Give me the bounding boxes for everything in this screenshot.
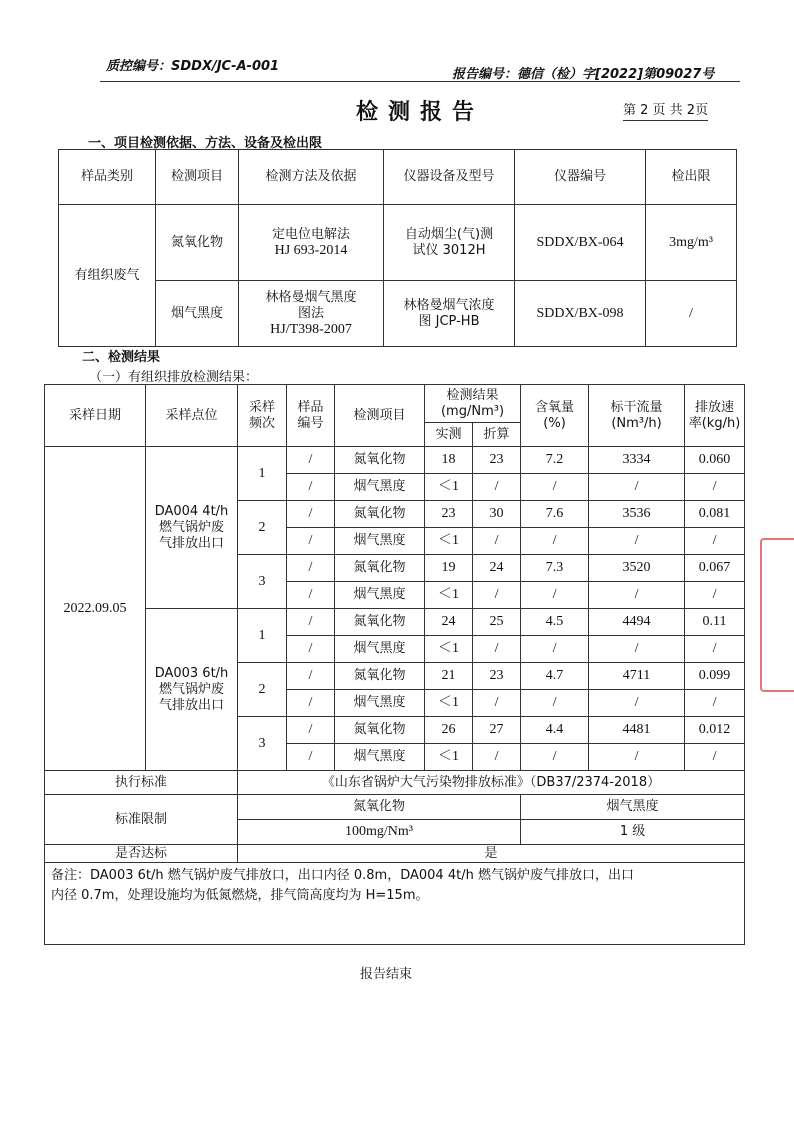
measured-value: ＜1	[425, 582, 473, 609]
test-item: 氮氧化物	[335, 555, 425, 582]
method-line: 定电位电解法	[271, 226, 350, 242]
sample-number: /	[287, 474, 335, 501]
test-item: 烟气黑度	[335, 744, 425, 771]
sampling-frequency: 1	[238, 609, 287, 663]
sampling-frequency: 3	[238, 555, 287, 609]
col-frequency	[238, 385, 287, 447]
section2-heading: 二、检测结果	[82, 350, 161, 365]
device-line: 林格曼烟气浓度	[403, 297, 495, 313]
oxygen-content: 7.2	[521, 447, 589, 474]
dry-flow: /	[589, 744, 685, 771]
oxygen-content: /	[521, 636, 589, 663]
dry-flow: 4481	[589, 717, 685, 744]
converted-value: /	[473, 528, 521, 555]
oxygen-content: 7.6	[521, 501, 589, 528]
measured-value: 19	[425, 555, 473, 582]
col-sample-no	[287, 385, 335, 447]
dry-flow: /	[589, 582, 685, 609]
test-item: 氮氧化物	[335, 717, 425, 744]
emission-rate: /	[685, 636, 745, 663]
table-row	[59, 205, 737, 281]
converted-value: /	[473, 474, 521, 501]
header-line: (mg/Nm³)	[440, 403, 505, 419]
col-converted: 折算	[473, 423, 521, 447]
oxygen-content: /	[521, 528, 589, 555]
sample-number: /	[287, 636, 335, 663]
dry-flow: 4494	[589, 609, 685, 636]
detection-limit: /	[646, 281, 737, 347]
oxygen-content: 7.3	[521, 555, 589, 582]
col-item: 检测项目	[335, 385, 425, 447]
oxygen-content: /	[521, 474, 589, 501]
col-result	[425, 385, 521, 423]
measured-value: ＜1	[425, 528, 473, 555]
converted-value: 30	[473, 501, 521, 528]
measured-value: ＜1	[425, 744, 473, 771]
limit-row	[45, 795, 745, 820]
col-method: 检测方法及依据	[239, 150, 384, 205]
dry-flow: 3334	[589, 447, 685, 474]
sampling-frequency: 2	[238, 501, 287, 555]
dry-flow: /	[589, 528, 685, 555]
col-oxygen	[521, 385, 589, 447]
method-line: HJ 693-2014	[274, 242, 348, 258]
col-point: 采样点位	[146, 385, 238, 447]
compliance-label: 是否达标	[45, 845, 238, 863]
point-line: DA003 6t/h	[154, 665, 229, 681]
oxygen-content: 4.4	[521, 717, 589, 744]
col-sample-category: 样品类别	[59, 150, 156, 205]
test-item: 烟气黑度	[335, 636, 425, 663]
header-rule	[100, 81, 740, 82]
test-item: 氮氧化物	[156, 205, 239, 281]
compliance-row	[45, 845, 745, 863]
method-table-header	[59, 150, 737, 205]
device-line: 自动烟尘(气)测	[404, 226, 494, 242]
limit-header-nox: 氮氧化物	[238, 795, 521, 820]
point-line: 气排放出口	[158, 697, 224, 713]
table-row	[45, 447, 745, 474]
device	[384, 205, 515, 281]
test-item: 氮氧化物	[335, 447, 425, 474]
limit-value-smoke: 1 级	[521, 820, 745, 845]
dry-flow: 4711	[589, 663, 685, 690]
header-line: 检测结果	[446, 387, 499, 403]
standard-value: 《山东省锅炉大气污染物排放标准》（DB37/2374-2018）	[238, 771, 745, 795]
report-title: 检测报告	[356, 99, 485, 125]
oxygen-content: /	[521, 690, 589, 717]
section1-heading: 一、项目检测依据、方法、设备及检出限	[88, 136, 323, 151]
device-line: 图 JCP-HB	[418, 313, 480, 329]
test-item: 氮氧化物	[335, 609, 425, 636]
header-line: 率(kg/h)	[688, 415, 741, 431]
header-line: 编号	[297, 415, 324, 431]
col-date: 采样日期	[45, 385, 146, 447]
header-line: (%)	[543, 415, 566, 431]
oxygen-content: 4.5	[521, 609, 589, 636]
sampling-date: 2022.09.05	[45, 447, 146, 771]
emission-rate: 0.099	[685, 663, 745, 690]
test-item: 烟气黑度	[335, 582, 425, 609]
emission-rate: /	[685, 582, 745, 609]
converted-value: /	[473, 582, 521, 609]
section2-subheading: （一）有组织排放检测结果：	[89, 370, 259, 385]
sample-number: /	[287, 528, 335, 555]
sampling-frequency: 3	[238, 717, 287, 771]
method-line: 图法	[297, 305, 324, 321]
sample-number: /	[287, 717, 335, 744]
converted-value: 24	[473, 555, 521, 582]
detection-limit: 3mg/m³	[646, 205, 737, 281]
test-item: 氮氧化物	[335, 501, 425, 528]
dry-flow: 3520	[589, 555, 685, 582]
sample-number: /	[287, 555, 335, 582]
header-line: 频次	[248, 415, 275, 431]
header-line: 排放速	[695, 399, 735, 415]
dry-flow: /	[589, 636, 685, 663]
report-end: 报告结束	[360, 967, 413, 982]
method	[239, 281, 384, 347]
sampling-frequency: 1	[238, 447, 287, 501]
test-item: 烟气黑度	[335, 690, 425, 717]
device	[384, 281, 515, 347]
method-line: 林格曼烟气黑度	[265, 289, 357, 305]
col-flow	[589, 385, 685, 447]
note-line: 内径 0.7m，处理设施均为低氮燃烧，排气筒高度均为 H=15m。	[51, 888, 429, 903]
sample-number: /	[287, 663, 335, 690]
sampling-point	[146, 609, 238, 771]
device-line: 试仪 3012H	[412, 242, 486, 258]
header-line: 含氧量	[535, 399, 575, 415]
results-body	[45, 447, 745, 771]
table-row	[45, 609, 745, 636]
emission-rate: 0.060	[685, 447, 745, 474]
col-measured: 实测	[425, 423, 473, 447]
seal-stamp	[760, 538, 794, 692]
dry-flow: /	[589, 690, 685, 717]
measured-value: 26	[425, 717, 473, 744]
point-line: 燃气锅炉废	[158, 519, 224, 535]
note-row	[45, 863, 745, 945]
test-item: 烟气黑度	[156, 281, 239, 347]
emission-rate: /	[685, 528, 745, 555]
oxygen-content: /	[521, 744, 589, 771]
emission-rate: /	[685, 744, 745, 771]
results-table	[44, 384, 745, 945]
measured-value: ＜1	[425, 474, 473, 501]
sample-number: /	[287, 582, 335, 609]
device-number: SDDX/BX-098	[515, 281, 646, 347]
measured-value: ＜1	[425, 690, 473, 717]
table-row	[59, 281, 737, 347]
col-device-number: 仪器编号	[515, 150, 646, 205]
col-rate	[685, 385, 745, 447]
qc-number: 质控编号：SDDX/JC-A-001	[106, 59, 280, 74]
sample-number: /	[287, 609, 335, 636]
sample-number: /	[287, 744, 335, 771]
limit-value-nox: 100mg/Nm³	[238, 820, 521, 845]
emission-rate: 0.067	[685, 555, 745, 582]
converted-value: 23	[473, 663, 521, 690]
col-device: 仪器设备及型号	[384, 150, 515, 205]
header-line: 标干流量	[610, 399, 663, 415]
header-line: 采样	[248, 399, 275, 415]
dry-flow: /	[589, 474, 685, 501]
report-number: 报告编号：德信（检）字[2022]第09027号	[452, 67, 715, 82]
header-line: (Nm³/h)	[611, 415, 662, 431]
method-line: HJ/T398-2007	[270, 321, 352, 337]
limit-header-smoke: 烟气黑度	[521, 795, 745, 820]
note-cell	[45, 863, 745, 945]
measured-value: 21	[425, 663, 473, 690]
emission-rate: 0.081	[685, 501, 745, 528]
results-header	[45, 385, 745, 423]
sample-category: 有组织废气	[59, 205, 156, 347]
device-number: SDDX/BX-064	[515, 205, 646, 281]
measured-value: 18	[425, 447, 473, 474]
oxygen-content: /	[521, 582, 589, 609]
point-line: 气排放出口	[158, 535, 224, 551]
test-item: 烟气黑度	[335, 528, 425, 555]
point-line: DA004 4t/h	[154, 503, 229, 519]
method-table	[58, 149, 737, 347]
converted-value: /	[473, 744, 521, 771]
note-line: 备注：DA003 6t/h 燃气锅炉废气排放口，出口内径 0.8m，DA004 4t/h 燃气锅炉废气排放口，出口	[51, 868, 634, 883]
sample-number: /	[287, 690, 335, 717]
converted-value: /	[473, 690, 521, 717]
converted-value: 23	[473, 447, 521, 474]
emission-rate: /	[685, 474, 745, 501]
sampling-point	[146, 447, 238, 609]
measured-value: 23	[425, 501, 473, 528]
standard-label: 执行标准	[45, 771, 238, 795]
sample-number: /	[287, 501, 335, 528]
standard-row	[45, 771, 745, 795]
dry-flow: 3536	[589, 501, 685, 528]
emission-rate: /	[685, 690, 745, 717]
limit-label: 标准限制	[45, 795, 238, 845]
point-line: 燃气锅炉废	[158, 681, 224, 697]
emission-rate: 0.11	[685, 609, 745, 636]
test-item: 氮氧化物	[335, 663, 425, 690]
converted-value: /	[473, 636, 521, 663]
method	[239, 205, 384, 281]
measured-value: ＜1	[425, 636, 473, 663]
emission-rate: 0.012	[685, 717, 745, 744]
oxygen-content: 4.7	[521, 663, 589, 690]
sample-number: /	[287, 447, 335, 474]
col-detection-limit: 检出限	[646, 150, 737, 205]
compliance-value: 是	[238, 845, 745, 863]
measured-value: 24	[425, 609, 473, 636]
test-item: 烟气黑度	[335, 474, 425, 501]
col-test-item: 检测项目	[156, 150, 239, 205]
converted-value: 25	[473, 609, 521, 636]
converted-value: 27	[473, 717, 521, 744]
page-info: 第 2 页 共 2页	[623, 99, 708, 121]
sampling-frequency: 2	[238, 663, 287, 717]
header-line: 样品	[297, 399, 324, 415]
